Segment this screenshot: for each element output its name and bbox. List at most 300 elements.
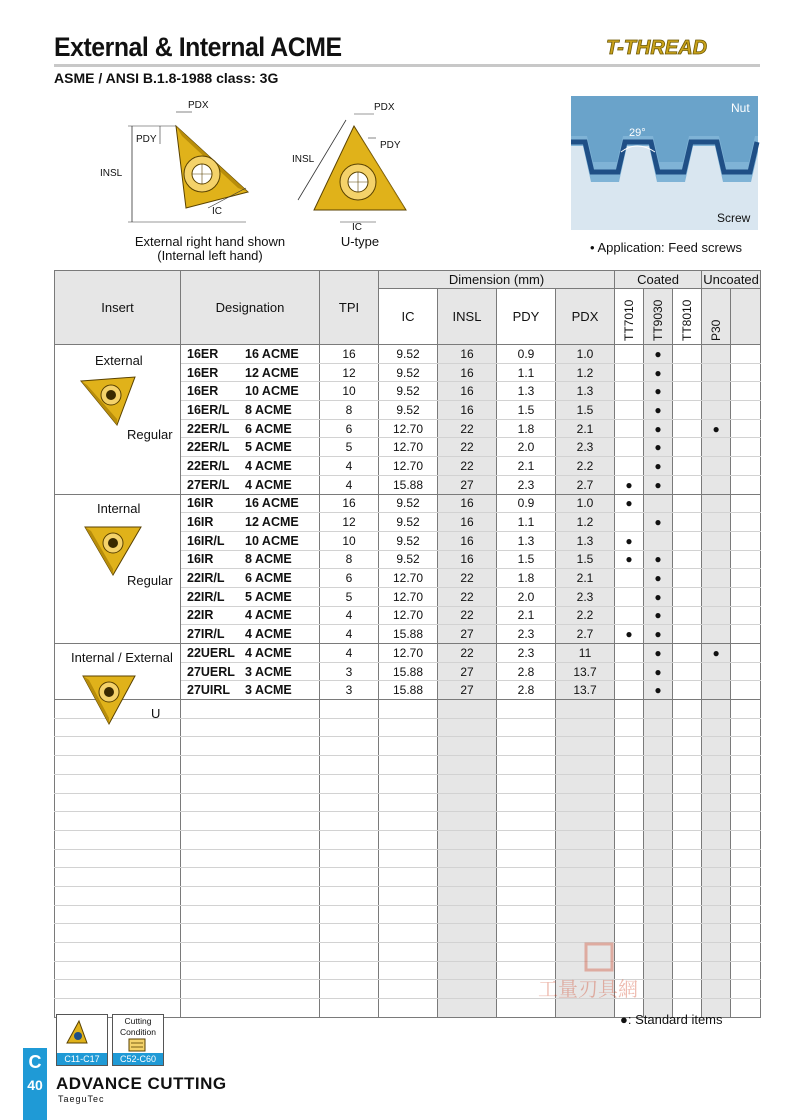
empty-cell [556,868,615,887]
empty-cell [702,868,731,887]
header-ic: IC [379,289,438,345]
designation-size: 3 ACME [245,664,292,679]
designation-code: 22ER/L [187,440,230,455]
table-row [55,644,761,663]
tt7010-grade-cell: ● [615,494,644,513]
empty-cell [731,999,761,1018]
brand-logo [602,34,762,60]
tpi-cell: 5 [320,438,379,457]
empty-cell [55,830,181,849]
empty-cell [55,961,181,980]
empty-cell [320,868,379,887]
p30-grade-cell [702,345,731,364]
ic-cell: 9.52 [379,513,438,532]
ic-cell: 12.70 [379,438,438,457]
tt8010-grade-cell [673,569,702,588]
insl-cell: 27 [438,681,497,700]
insl-cell: 22 [438,606,497,625]
pdy-cell: 2.1 [497,606,556,625]
empty-cell [438,849,497,868]
tt8010-grade-cell [673,419,702,438]
tpi-cell: 4 [320,475,379,494]
empty-cell [379,961,438,980]
header-pdx: PDX [556,289,615,345]
empty-cell [673,774,702,793]
standard-subtitle: ASME / ANSI B.1.8-1988 class: 3G [54,70,279,86]
p30-grade-cell [702,382,731,401]
u-type-insert-diagram [290,96,430,232]
empty-cell [644,830,673,849]
designation-code: 16ER [187,365,219,380]
insert-group-cell [55,644,181,721]
ic-cell: 9.52 [379,494,438,513]
empty-cell [320,961,379,980]
blank-cell [731,457,761,476]
designation-cell [181,681,320,700]
empty-cell [644,756,673,775]
insl-cell: 16 [438,401,497,420]
tpi-cell: 10 [320,382,379,401]
empty-cell [55,774,181,793]
empty-cell [731,886,761,905]
brand-logo-text: T-THREAD [606,37,708,59]
empty-cell [181,812,320,831]
empty-cell [379,999,438,1018]
designation-cell [181,438,320,457]
empty-cell [181,830,320,849]
designation-code: 16IR/L [187,533,225,548]
table-row [55,345,761,364]
pdx-label-right: PDX [374,102,395,113]
designation-size: 4 ACME [245,458,292,473]
empty-row [55,849,761,868]
pdx-cell: 2.3 [556,438,615,457]
empty-cell [615,756,644,775]
ic-cell: 15.88 [379,475,438,494]
tt7010-grade-cell [615,382,644,401]
header-pdy: PDY [497,289,556,345]
empty-cell [615,886,644,905]
empty-cell [702,700,731,719]
tt8010-grade-cell [673,531,702,550]
empty-cell [55,849,181,868]
insl-cell: 27 [438,662,497,681]
designation-code: 22ER/L [187,458,230,473]
designation-cell [181,363,320,382]
empty-cell [702,924,731,943]
pdx-cell: 11 [556,644,615,663]
empty-cell [181,980,320,999]
pdx-cell: 1.2 [556,513,615,532]
tt7010-grade-cell [615,419,644,438]
empty-row [55,868,761,887]
empty-cell [497,756,556,775]
insert-ref-pages: C11-C17 [57,1053,107,1065]
thread-angle-label: 29° [629,127,646,139]
header-insert: Insert [55,271,181,345]
legend-standard-items: ●: Standard items [620,1012,723,1027]
designation-size: 10 ACME [245,384,299,399]
empty-cell [320,793,379,812]
p30-grade-cell [702,457,731,476]
insl-label-left: INSL [100,168,123,179]
header-tt7010: TT7010 [622,299,637,341]
empty-cell [497,700,556,719]
ic-label-right: IC [352,222,362,233]
right-diagram-caption: U-type [340,234,380,249]
empty-cell [644,718,673,737]
designation-size: 5 ACME [245,440,292,455]
empty-cell [55,868,181,887]
empty-cell [320,999,379,1018]
empty-cell [320,924,379,943]
insert-group-sublabel: Regular [127,427,173,442]
blank-cell [731,531,761,550]
insert-group-cell [55,345,181,495]
designation-cell [181,662,320,681]
pdx-cell: 1.0 [556,345,615,364]
header-p30: P30 [709,319,724,341]
empty-cell [673,793,702,812]
empty-cell [731,943,761,962]
tpi-cell: 4 [320,606,379,625]
designation-code: 22UERL [187,645,235,660]
designation-cell [181,644,320,663]
pdy-cell: 2.0 [497,587,556,606]
tpi-cell: 16 [320,345,379,364]
pdy-cell: 1.1 [497,513,556,532]
designation-cell [181,475,320,494]
empty-row [55,905,761,924]
empty-cell [55,812,181,831]
empty-cell [673,756,702,775]
empty-cell [556,905,615,924]
pdx-cell: 2.7 [556,625,615,644]
empty-cell [379,700,438,719]
blank-cell [731,401,761,420]
pdx-label-left: PDX [188,100,209,111]
empty-cell [731,849,761,868]
pdx-cell: 1.3 [556,531,615,550]
tt9030-grade-cell: ● [644,513,673,532]
empty-cell [673,737,702,756]
empty-cell [497,849,556,868]
tt7010-grade-cell [615,457,644,476]
designation-size: 16 ACME [245,346,299,361]
designation-code: 16ER [187,346,219,361]
blank-cell [731,513,761,532]
tt8010-grade-cell [673,345,702,364]
cutting-condition-icon [113,1037,163,1053]
header-insl: INSL [438,289,497,345]
pdy-cell: 2.8 [497,662,556,681]
empty-cell [731,830,761,849]
insl-cell: 27 [438,475,497,494]
insl-cell: 27 [438,625,497,644]
empty-cell [497,830,556,849]
insert-group-sublabel: U [151,706,161,721]
insert-photo [77,371,143,434]
designation-code: 22ER/L [187,421,230,436]
empty-cell [556,886,615,905]
empty-cell [438,793,497,812]
designation-code: 22IR/L [187,589,225,604]
empty-cell [731,924,761,943]
empty-cell [673,812,702,831]
designation-size: 12 ACME [245,515,299,530]
p30-grade-cell [702,550,731,569]
pdx-cell: 2.3 [556,587,615,606]
empty-cell [379,830,438,849]
pdx-cell: 2.1 [556,569,615,588]
insert-photo [79,668,145,731]
ic-cell: 12.70 [379,644,438,663]
pdx-cell: 2.2 [556,457,615,476]
ic-label-left: IC [212,206,222,217]
p30-grade-cell [702,494,731,513]
designation-size: 4 ACME [245,627,292,642]
empty-cell [644,905,673,924]
empty-cell [320,849,379,868]
cutting-condition-title-2: Condition [120,1027,156,1037]
empty-cell [497,737,556,756]
tt8010-grade-cell [673,475,702,494]
pdx-cell: 1.5 [556,550,615,569]
ic-cell: 9.52 [379,531,438,550]
empty-row [55,812,761,831]
empty-cell [615,774,644,793]
ic-cell: 12.70 [379,457,438,476]
designation-size: 6 ACME [245,421,292,436]
p30-grade-cell [702,681,731,700]
designation-size: 12 ACME [245,365,299,380]
tt9030-grade-cell: ● [644,644,673,663]
section-tab [23,1048,47,1120]
tpi-cell: 5 [320,587,379,606]
tt7010-grade-cell: ● [615,550,644,569]
empty-cell [379,812,438,831]
tt8010-grade-cell [673,681,702,700]
blank-cell [731,606,761,625]
tt8010-grade-cell [673,494,702,513]
empty-cell [644,812,673,831]
tpi-cell: 10 [320,531,379,550]
insl-cell: 22 [438,644,497,663]
empty-cell [556,737,615,756]
empty-cell [702,886,731,905]
cutting-condition-ref-box[interactable] [112,1014,164,1066]
tt7010-grade-cell [615,513,644,532]
empty-row [55,718,761,737]
pdx-cell: 1.2 [556,363,615,382]
ic-cell: 9.52 [379,363,438,382]
tpi-cell: 6 [320,419,379,438]
tt9030-grade-cell: ● [644,382,673,401]
pdy-cell: 0.9 [497,494,556,513]
empty-row [55,737,761,756]
empty-cell [615,905,644,924]
watermark-text: 工量刃具網 [538,977,638,1001]
empty-cell [379,905,438,924]
designation-cell [181,531,320,550]
blank-cell [731,681,761,700]
tt8010-grade-cell [673,457,702,476]
empty-cell [673,718,702,737]
left-diagram-caption [110,235,310,263]
tpi-cell: 4 [320,625,379,644]
empty-cell [320,905,379,924]
insert-group-label: Internal [97,500,141,516]
empty-cell [55,943,181,962]
page-title: External & Internal ACME [54,32,342,62]
empty-cell [556,700,615,719]
pdy-cell: 2.3 [497,644,556,663]
designation-cell [181,513,320,532]
empty-cell [379,886,438,905]
designation-cell [181,401,320,420]
pdx-cell: 1.3 [556,382,615,401]
empty-cell [181,961,320,980]
empty-cell [379,849,438,868]
empty-cell [702,793,731,812]
tpi-cell: 8 [320,550,379,569]
empty-cell [615,737,644,756]
tt7010-grade-cell [615,569,644,588]
header-designation: Designation [181,271,320,345]
pdx-cell: 13.7 [556,681,615,700]
insert-ref-icon [57,1015,107,1053]
empty-cell [702,812,731,831]
empty-cell [320,737,379,756]
insl-cell: 16 [438,382,497,401]
tt7010-grade-cell: ● [615,475,644,494]
empty-cell [644,886,673,905]
pdy-cell: 1.3 [497,531,556,550]
logo-sub-text: TaeguTec [58,1094,105,1104]
empty-cell [55,980,181,999]
tt7010-grade-cell [615,401,644,420]
empty-cell [702,756,731,775]
empty-cell [673,868,702,887]
empty-cell [320,774,379,793]
tt8010-grade-cell [673,550,702,569]
tt7010-grade-cell: ● [615,625,644,644]
empty-cell [673,905,702,924]
empty-cell [497,886,556,905]
designation-cell [181,345,320,364]
tpi-cell: 12 [320,363,379,382]
empty-cell [615,793,644,812]
header-tpi: TPI [320,271,379,345]
empty-cell [673,700,702,719]
blank-cell [731,345,761,364]
empty-cell [181,774,320,793]
designation-cell [181,382,320,401]
empty-cell [320,700,379,719]
empty-cell [731,774,761,793]
insert-spec-table [54,270,761,1018]
tt9030-grade-cell [644,494,673,513]
insl-cell: 16 [438,363,497,382]
insl-cell: 16 [438,494,497,513]
empty-cell [320,718,379,737]
designation-size: 16 ACME [245,496,299,511]
left-caption-line2: (Internal left hand) [157,248,263,263]
insert-ref-box[interactable] [56,1014,108,1066]
insl-label-right: INSL [292,154,315,165]
tt9030-grade-cell: ● [644,363,673,382]
insl-cell: 16 [438,531,497,550]
tt7010-grade-cell: ● [615,531,644,550]
ic-cell: 12.70 [379,606,438,625]
tt9030-grade-cell [644,531,673,550]
p30-grade-cell [702,438,731,457]
empty-cell [673,830,702,849]
blank-cell [731,662,761,681]
empty-cell [644,774,673,793]
tt9030-grade-cell: ● [644,457,673,476]
table-row [55,494,761,513]
blank-cell [731,644,761,663]
empty-cell [181,999,320,1018]
designation-cell [181,587,320,606]
designation-code: 27IR/L [187,627,225,642]
empty-cell [379,793,438,812]
empty-cell [379,756,438,775]
empty-cell [438,905,497,924]
empty-cell [379,980,438,999]
tt7010-grade-cell [615,345,644,364]
ic-cell: 9.52 [379,401,438,420]
blank-cell [731,494,761,513]
empty-cell [379,737,438,756]
designation-cell [181,606,320,625]
empty-cell [55,756,181,775]
empty-cell [438,812,497,831]
spec-table-body [55,345,761,1018]
tpi-cell: 4 [320,644,379,663]
tpi-cell: 3 [320,662,379,681]
empty-cell [731,793,761,812]
empty-cell [731,700,761,719]
empty-cell [438,830,497,849]
designation-code: 27UIRL [187,683,231,698]
designation-code: 22IR/L [187,571,225,586]
designation-code: 27ER/L [187,477,230,492]
empty-cell [181,943,320,962]
empty-cell [181,756,320,775]
tt9030-grade-cell: ● [644,438,673,457]
tpi-cell: 16 [320,494,379,513]
tt9030-grade-cell: ● [644,569,673,588]
empty-cell [497,905,556,924]
designation-code: 16ER [187,384,219,399]
header-dimension: Dimension (mm) [379,271,615,289]
pdx-cell: 13.7 [556,662,615,681]
empty-cell [702,905,731,924]
tt9030-grade-cell: ● [644,662,673,681]
empty-cell [181,905,320,924]
empty-cell [181,737,320,756]
left-caption-line1: External right hand shown [134,234,286,249]
empty-cell [379,924,438,943]
title-divider [54,64,760,67]
empty-cell [320,886,379,905]
empty-cell [497,812,556,831]
blank-cell [731,363,761,382]
tt8010-grade-cell [673,606,702,625]
insl-cell: 16 [438,345,497,364]
